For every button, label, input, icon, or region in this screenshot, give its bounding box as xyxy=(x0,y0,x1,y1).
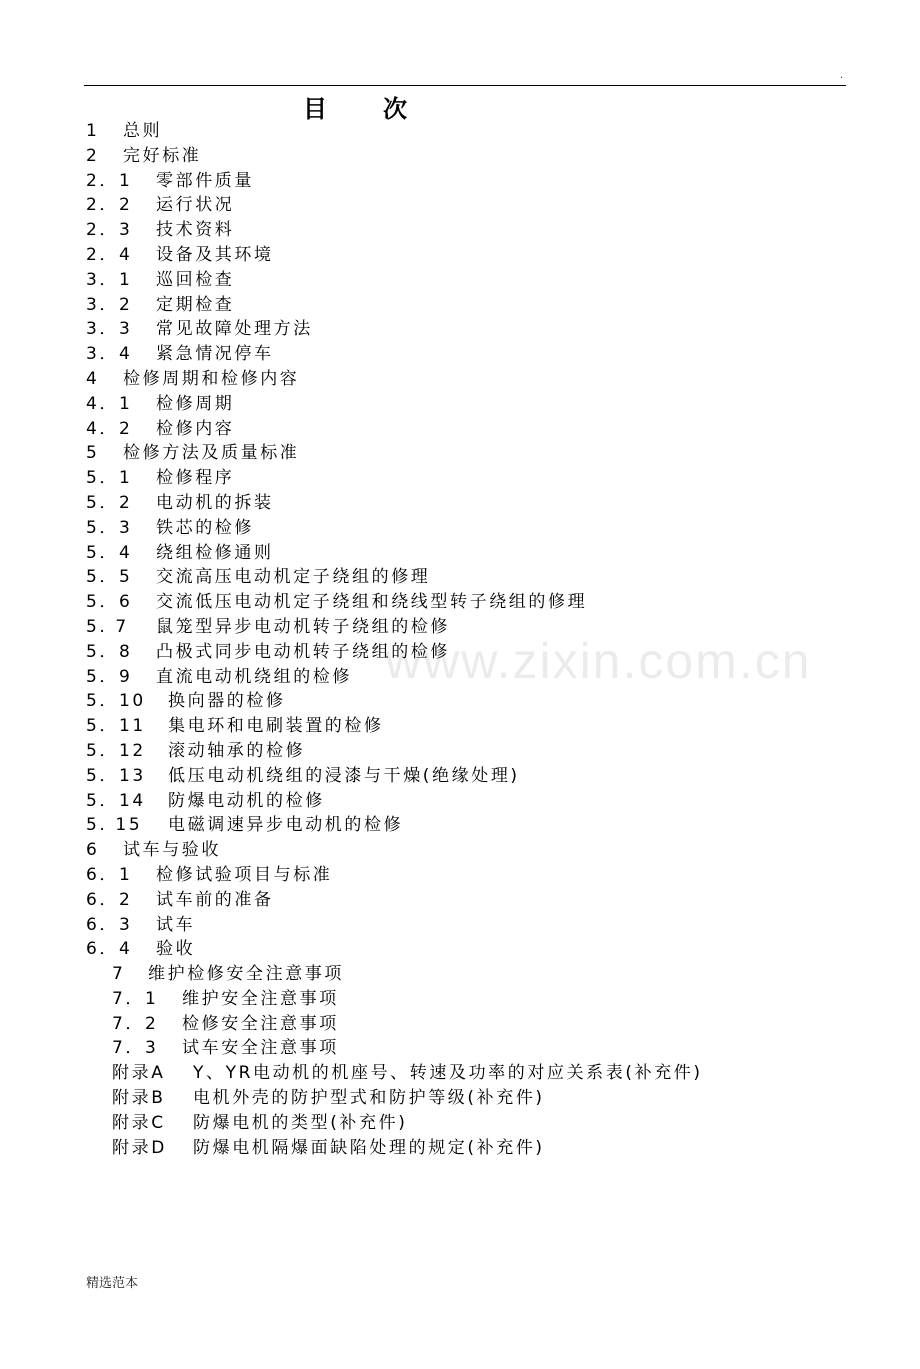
toc-entry-number: 5．2 xyxy=(86,492,133,513)
toc-entry-number: 5．13 xyxy=(86,765,146,786)
toc-entry xyxy=(0,764,920,789)
footer-text: 精选范本 xyxy=(86,1276,139,1291)
toc-entry xyxy=(0,739,920,764)
toc-entry-number: 5．11 xyxy=(86,716,146,737)
toc-entry xyxy=(0,863,920,888)
toc-entry xyxy=(0,392,920,417)
toc-entry-label: 鼠笼型异步电动机转子绕组的检修 xyxy=(156,616,450,637)
toc-entry-number: 5. 15 xyxy=(86,815,143,836)
toc-entry-label: 防爆电机的类型(补充件) xyxy=(193,1112,408,1133)
toc-entry-number: 附录D xyxy=(112,1137,167,1158)
toc-entry xyxy=(0,243,920,268)
toc-entry-label: 电磁调速异步电动机的检修 xyxy=(168,815,404,836)
toc-entry xyxy=(0,565,920,590)
toc-entry-number: 6 xyxy=(86,840,100,861)
toc-entry xyxy=(0,838,920,863)
toc-entry-label: 总则 xyxy=(123,121,163,141)
toc-entry-label: 绕组检修通则 xyxy=(156,542,274,563)
toc-entry-label: 维护检修安全注意事项 xyxy=(148,964,344,985)
toc-entry-number: 4 xyxy=(86,368,100,389)
toc-entry xyxy=(0,293,920,318)
toc-entry-number: 7．3 xyxy=(112,1038,159,1059)
title-char-1: 目 xyxy=(303,95,331,123)
header-dot: . xyxy=(840,70,844,81)
toc-entry-label: 巡回检查 xyxy=(156,269,235,290)
toc-entry xyxy=(0,962,920,987)
toc-entry-number: 2．3 xyxy=(86,220,133,241)
toc-entry xyxy=(0,193,920,218)
toc-entry-label: 试车与验收 xyxy=(123,840,221,861)
toc-entry-label: 常见故障处理方法 xyxy=(156,319,313,340)
toc-entry xyxy=(0,516,920,541)
toc-entry xyxy=(0,342,920,367)
toc-entry-number: 1 xyxy=(86,121,100,141)
toc-entry xyxy=(0,491,920,516)
toc-entry xyxy=(0,888,920,913)
toc-entry xyxy=(0,119,920,144)
toc-entry-label: 紧急情况停车 xyxy=(156,344,274,365)
toc-entry-number: 4．2 xyxy=(86,418,133,439)
toc-entry-number: 5．14 xyxy=(86,790,146,811)
toc-entry-number: 7 xyxy=(112,964,126,985)
toc-entry-label: 铁芯的检修 xyxy=(156,517,254,538)
toc-entry xyxy=(0,789,920,814)
toc-entry-label: 检修周期 xyxy=(156,393,235,414)
toc-entry xyxy=(0,441,920,466)
toc-entry xyxy=(0,615,920,640)
toc-entry xyxy=(0,1036,920,1061)
toc-entry-number: 5．3 xyxy=(86,517,133,538)
toc-entry-number: 5．1 xyxy=(86,468,133,489)
toc-entry-number: 4．1 xyxy=(86,393,133,414)
toc-entry xyxy=(0,417,920,442)
toc-entry-label: 换向器的检修 xyxy=(168,691,286,712)
toc-entry-label: 防爆电机隔爆面缺陷处理的规定(补充件) xyxy=(193,1137,545,1158)
toc-entry-number: 2．2 xyxy=(86,195,133,216)
toc-entry-label: 集电环和电刷装置的检修 xyxy=(168,716,384,737)
toc-entry-number: 5．4 xyxy=(86,542,133,563)
toc-entry-label: 电机外壳的防护型式和防护等级(补充件) xyxy=(193,1088,545,1109)
toc-entry-number: 2．1 xyxy=(86,170,133,191)
toc-entry-number: 7．1 xyxy=(112,988,159,1009)
toc-entry-number: 附录A xyxy=(112,1063,166,1084)
toc-entry-label: 定期检查 xyxy=(156,294,235,315)
toc-entry xyxy=(0,169,920,194)
toc-entry-label: 检修安全注意事项 xyxy=(182,1013,339,1034)
toc-entry-number: 5．9 xyxy=(86,666,133,687)
toc-entry xyxy=(0,1086,920,1111)
toc-entry xyxy=(0,218,920,243)
toc-entry-number: 附录C xyxy=(112,1112,166,1133)
toc-entry xyxy=(0,466,920,491)
title-char-2: 次 xyxy=(383,95,411,123)
toc-entry-number: 5．10 xyxy=(86,691,146,712)
toc-entry-number: 5．8 xyxy=(86,641,133,662)
toc-entry-number: 2．4 xyxy=(86,244,133,265)
toc-entry-label: 电动机的拆装 xyxy=(156,492,274,513)
toc-entry-label: 完好标准 xyxy=(123,145,202,166)
toc-entry-label: 检修试验项目与标准 xyxy=(156,864,333,885)
toc-entry xyxy=(0,268,920,293)
toc-entry-number: 6．2 xyxy=(86,889,133,910)
toc-entry-number: 5．12 xyxy=(86,740,146,761)
toc-entry-label: 凸极式同步电动机转子绕组的检修 xyxy=(156,641,450,662)
toc-entry-number: 6．4 xyxy=(86,939,133,960)
toc-entry-label: 检修方法及质量标准 xyxy=(123,443,300,464)
toc-entry-number: 2 xyxy=(86,145,100,166)
toc-entry-label: 直流电动机绕组的检修 xyxy=(156,666,352,687)
toc-entry-label: 运行状况 xyxy=(156,195,235,216)
toc-entry xyxy=(0,367,920,392)
watermark: www.zixin.com.cn xyxy=(385,633,812,689)
toc-entry-number: 3．1 xyxy=(86,269,133,290)
toc-entry-label: 设备及其环境 xyxy=(156,244,274,265)
toc-entry-number: 5．6 xyxy=(86,592,133,613)
toc-entry-label: 技术资料 xyxy=(156,220,235,241)
toc-entry-number: 6．1 xyxy=(86,864,133,885)
toc-entry-number: 5．5 xyxy=(86,567,133,588)
toc-entry-label: 检修程序 xyxy=(156,468,235,489)
toc-entry-label: 维护安全注意事项 xyxy=(182,988,339,1009)
toc-entry xyxy=(0,1136,920,1161)
toc-entry xyxy=(0,541,920,566)
toc-entry xyxy=(0,144,920,169)
toc-entry-label: 试车 xyxy=(156,914,196,935)
toc-entry-label: 试车安全注意事项 xyxy=(182,1038,339,1059)
toc-entry-number: 5 xyxy=(86,443,100,464)
toc-entry xyxy=(0,689,920,714)
toc-entry-label: 检修周期和检修内容 xyxy=(123,368,300,389)
toc-entry xyxy=(0,1012,920,1037)
toc-entry xyxy=(0,937,920,962)
table-of-contents xyxy=(0,119,920,1160)
toc-entry-label: 交流低压电动机定子绕组和绕线型转子绕组的修理 xyxy=(156,592,588,613)
toc-entry-label: 防爆电动机的检修 xyxy=(168,790,325,811)
toc-entry xyxy=(0,913,920,938)
toc-entry-number: 7．2 xyxy=(112,1013,159,1034)
toc-entry xyxy=(0,640,920,665)
toc-entry xyxy=(0,987,920,1012)
toc-entry-number: 附录B xyxy=(112,1088,166,1109)
toc-entry xyxy=(0,813,920,838)
toc-entry-label: 零部件质量 xyxy=(156,170,254,191)
toc-entry xyxy=(0,1061,920,1086)
toc-entry-number: 3．2 xyxy=(86,294,133,315)
toc-entry xyxy=(0,665,920,690)
toc-entry xyxy=(0,1111,920,1136)
toc-entry xyxy=(0,317,920,342)
toc-entry-number: 3．4 xyxy=(86,344,133,365)
toc-entry-label: 验收 xyxy=(156,939,196,960)
toc-entry-number: 5. 7 xyxy=(86,616,129,637)
toc-entry-label: 交流高压电动机定子绕组的修理 xyxy=(156,567,431,588)
toc-entry-label: 试车前的准备 xyxy=(156,889,274,910)
toc-entry-label: 检修内容 xyxy=(156,418,235,439)
toc-entry-label: 低压电动机绕组的浸漆与干燥(绝缘处理) xyxy=(168,765,520,786)
header-rule xyxy=(84,85,846,86)
toc-entry-label: Y、YR电动机的机座号、转速及功率的对应关系表(补充件) xyxy=(193,1063,703,1084)
toc-entry-number: 6．3 xyxy=(86,914,133,935)
toc-entry xyxy=(0,590,920,615)
toc-entry xyxy=(0,714,920,739)
toc-entry-number: 3．3 xyxy=(86,319,133,340)
toc-entry-label: 滚动轴承的检修 xyxy=(168,740,306,761)
